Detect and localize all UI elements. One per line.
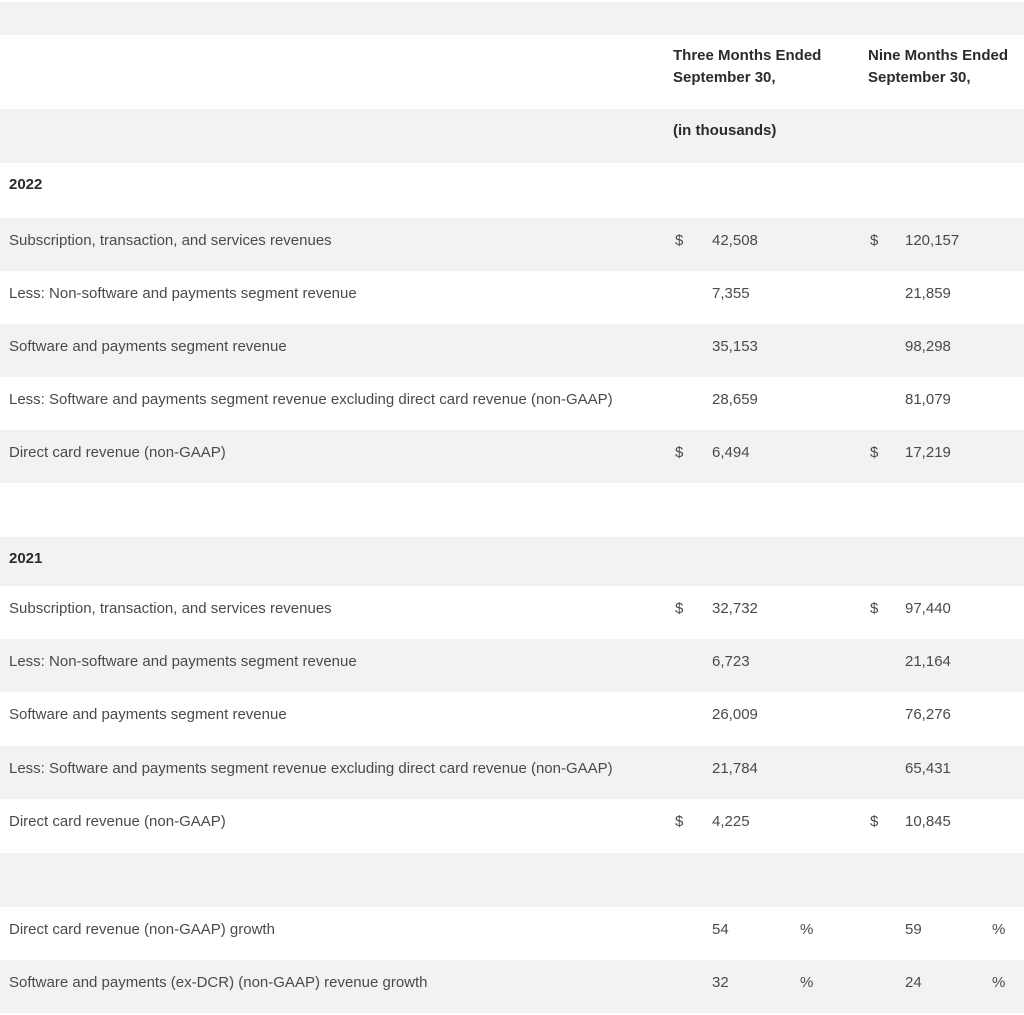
spacer-row-top	[0, 2, 1024, 35]
value-three-months: 6,494	[712, 444, 750, 461]
units-note-row	[0, 109, 1024, 163]
value-three-months: 54	[712, 921, 729, 938]
dollar-sign	[673, 692, 712, 746]
table-row	[0, 639, 1024, 692]
percent-sign	[800, 218, 868, 271]
row-label: Less: Software and payments segment revenue excluding direct card revenue (non-GAAP)	[9, 391, 613, 408]
value-nine-months: 24	[905, 974, 922, 991]
spacer-row-bottom	[0, 853, 1024, 907]
value-three-months: 26,009	[712, 706, 758, 723]
col-header-nine-months: Nine Months Ended September 30,	[868, 47, 1008, 86]
row-label: Subscription, transaction, and services revenues	[9, 232, 332, 249]
table-row	[0, 692, 1024, 746]
value-three-months: 32	[712, 974, 729, 991]
percent-sign	[992, 799, 1024, 853]
table-row	[0, 377, 1024, 430]
row-label: Less: Non-software and payments segment revenue	[9, 653, 357, 670]
percent-sign	[992, 430, 1024, 483]
dollar-sign	[868, 271, 905, 324]
table-row	[0, 960, 1024, 1013]
percent-sign: %	[992, 921, 1006, 938]
units-note: (in thousands)	[673, 122, 777, 139]
value-nine-months: 98,298	[905, 338, 951, 355]
value-three-months: 42,508	[712, 232, 758, 249]
value-nine-months: 97,440	[905, 600, 951, 617]
value-nine-months: 17,219	[905, 444, 951, 461]
value-three-months: 28,659	[712, 391, 758, 408]
row-label: Less: Software and payments segment revenue excluding direct card revenue (non-GAAP)	[9, 760, 613, 777]
spacer-row-mid	[0, 483, 1024, 537]
value-three-months: 6,723	[712, 653, 750, 670]
dollar-sign: $	[675, 813, 684, 830]
percent-sign	[800, 430, 868, 483]
percent-sign	[800, 692, 868, 746]
dollar-sign: $	[675, 444, 684, 461]
value-nine-months: 81,079	[905, 391, 951, 408]
table-row	[0, 799, 1024, 853]
percent-sign	[800, 377, 868, 430]
row-label: Software and payments segment revenue	[9, 706, 287, 723]
percent-sign	[800, 639, 868, 692]
dollar-sign: $	[870, 444, 879, 461]
value-nine-months: 21,164	[905, 653, 951, 670]
table-row	[0, 907, 1024, 960]
value-nine-months: 65,431	[905, 760, 951, 777]
percent-sign	[800, 799, 868, 853]
value-nine-months: 120,157	[905, 232, 960, 249]
dollar-sign: $	[870, 600, 879, 617]
table-row	[0, 430, 1024, 483]
dollar-sign	[868, 692, 905, 746]
dollar-sign	[673, 377, 712, 430]
percent-sign: %	[800, 974, 814, 991]
dollar-sign	[868, 960, 905, 1013]
table-header-row	[0, 35, 1024, 109]
table-row	[0, 324, 1024, 377]
dollar-sign	[673, 746, 712, 799]
col-header-three-months: Three Months Ended September 30,	[673, 47, 822, 86]
value-three-months: 32,732	[712, 600, 758, 617]
dollar-sign	[868, 907, 905, 960]
dollar-sign	[868, 377, 905, 430]
percent-sign	[992, 271, 1024, 324]
header-empty-cell	[0, 35, 673, 109]
value-three-months: 4,225	[712, 813, 750, 830]
percent-sign	[992, 586, 1024, 639]
row-label: Direct card revenue (non-GAAP)	[9, 444, 226, 461]
row-label: Subscription, transaction, and services revenues	[9, 600, 332, 617]
dollar-sign	[868, 639, 905, 692]
dollar-sign	[868, 324, 905, 377]
dollar-sign: $	[870, 813, 879, 830]
value-three-months: 21,784	[712, 760, 758, 777]
value-nine-months: 10,845	[905, 813, 951, 830]
table-row	[0, 746, 1024, 799]
row-label: Direct card revenue (non-GAAP) growth	[9, 921, 275, 938]
year-label: 2021	[9, 550, 43, 567]
percent-sign	[800, 271, 868, 324]
value-nine-months: 59	[905, 921, 922, 938]
row-label: Software and payments (ex-DCR) (non-GAAP) revenue growth	[9, 974, 428, 991]
dollar-sign	[673, 271, 712, 324]
table-row	[0, 586, 1024, 639]
percent-sign	[800, 746, 868, 799]
percent-sign: %	[800, 921, 814, 938]
year-row-2021	[0, 537, 1024, 586]
dollar-sign	[673, 639, 712, 692]
value-nine-months: 21,859	[905, 285, 951, 302]
percent-sign	[992, 692, 1024, 746]
units-empty-cell	[0, 109, 673, 163]
value-three-months: 35,153	[712, 338, 758, 355]
percent-sign	[800, 324, 868, 377]
value-nine-months: 76,276	[905, 706, 951, 723]
dollar-sign	[673, 324, 712, 377]
row-label: Software and payments segment revenue	[9, 338, 287, 355]
dollar-sign: $	[675, 232, 684, 249]
dollar-sign: $	[870, 232, 879, 249]
dollar-sign	[673, 907, 712, 960]
percent-sign	[992, 639, 1024, 692]
row-label: Less: Non-software and payments segment revenue	[9, 285, 357, 302]
year-row-2022	[0, 163, 1024, 218]
percent-sign	[992, 218, 1024, 271]
percent-sign	[992, 746, 1024, 799]
year-label: 2022	[9, 176, 43, 193]
table-row	[0, 271, 1024, 324]
row-label: Direct card revenue (non-GAAP)	[9, 813, 226, 830]
dollar-sign	[673, 960, 712, 1013]
percent-sign	[992, 324, 1024, 377]
percent-sign	[800, 586, 868, 639]
percent-sign	[992, 377, 1024, 430]
dollar-sign	[868, 746, 905, 799]
table-row	[0, 218, 1024, 271]
percent-sign: %	[992, 974, 1006, 991]
value-three-months: 7,355	[712, 285, 750, 302]
dollar-sign: $	[675, 600, 684, 617]
